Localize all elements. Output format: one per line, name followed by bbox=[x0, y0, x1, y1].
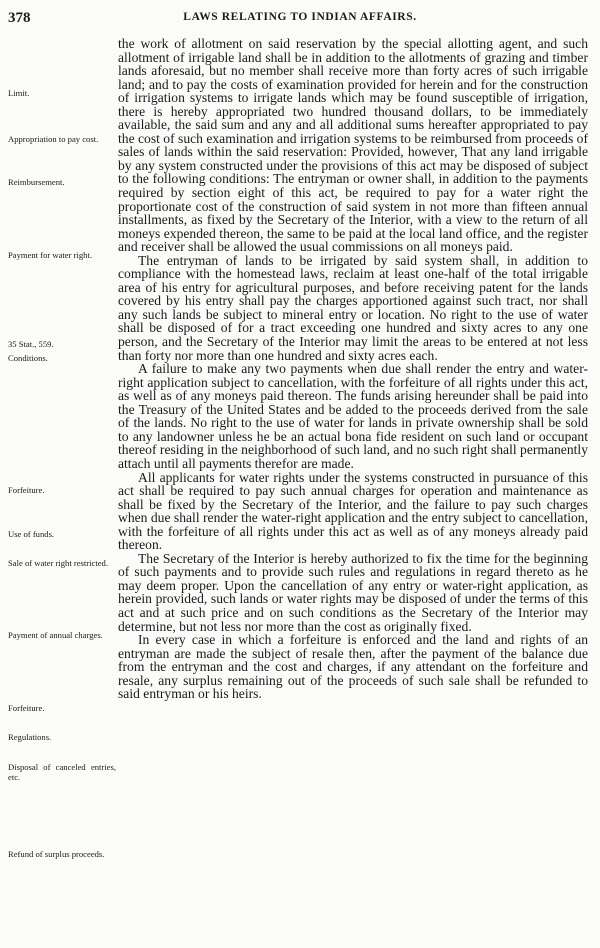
margin-note-reimbursement: Reimbursement. bbox=[8, 177, 65, 187]
margin-note-refund: Refund of surplus proceeds. bbox=[8, 849, 105, 859]
paragraph-conditions: The entryman of lands to be irrigated by said system shall, in addition to compliance with the homestead laws, reclaim at least one-half of the total irrigable area of his entry for agricultural purposes, and before receiving patent for the lands covered by his entry shall pay the charges apportioned against such tract, nor shall any such lands be subject to mineral entry or location. No right to the use of water shall be disposed of for a tract exceeding one hundred and sixty acres to any one person, and the Secretary of the Interior may limit the areas to be entered at not less than forty nor more than one hundred and sixty acres each. bbox=[118, 252, 588, 363]
page-header bbox=[8, 10, 592, 28]
margin-note-statute-citation: 35 Stat., 559. bbox=[8, 339, 54, 349]
margin-note-forfeiture-2: Forfeiture. bbox=[8, 703, 45, 713]
paragraph-regulations-disposal: The Secretary of the Interior is hereby authorized to fix the time for the beginning of such payments and to provide such rules and regulations in regard thereto as he may deem proper. Upon the cancellation of any entry or water-right application, as herein provided, such lands or water rights may be disposed of under the terms of this act and at such price and on such conditions as the Secretary of the Interior may determine, but not less nor more than the cost as originally fixed. bbox=[118, 550, 588, 634]
margin-note-sale-restricted: Sale of water right restricted. bbox=[8, 558, 108, 568]
margin-note-annual-charges: Payment of annual charges. bbox=[8, 630, 103, 640]
running-head: LAWS RELATING TO INDIAN AFFAIRS. bbox=[183, 11, 417, 23]
margin-note-use-of-funds: Use of funds. bbox=[8, 529, 55, 539]
paragraph-refund-surplus: In every case in which a forfeiture is enforced and the land and rights of an entryman are made the subject of resale then, after the payment of the balance due from the entryman and the cost and charges, if any attendant on the forfeiture and resale, any surplus remaining out of the proceeds of such sale shall be refunded to said entryman or his heirs. bbox=[118, 632, 588, 702]
paragraph-forfeiture-funds-sale: A failure to make any two payments when due shall render the entry and water-right application subject to cancellation, with the forfeiture of all rights under this act, as well as of any moneys paid thereon. The funds arising hereunder shall be paid into the Treasury of the United States and be added to the proceeds derived from the sale of the lands. No right to the use of water for lands in private ownership shall be sold to any landowner unless he be an actual bona fide resident on such land or occupant thereof residing in the neighborhood of such land, and no such right shall permanently attach until all payments therefor are made. bbox=[118, 361, 588, 471]
statute-text bbox=[118, 37, 588, 701]
paragraph-annual-charges: All applicants for water rights under the systems constructed in pursuance of this act shall be required to pay such annual charges for operation and maintenance as shall be fixed by the Secretary of the Interior, and the failure to pay such charges when due shall render the water-right application and the entry subject to cancellation, with the forfeiture of all rights under this act as well as of any moneys already paid thereon. bbox=[118, 469, 588, 553]
margin-note-appropriation: Appropriation to pay cost. bbox=[8, 134, 99, 144]
margin-note-limit: Limit. bbox=[8, 88, 30, 98]
margin-note-forfeiture: Forfeiture. bbox=[8, 485, 45, 495]
margin-note-payment-water-right: Payment for water right. bbox=[8, 250, 93, 260]
margin-note-conditions: Conditions. bbox=[8, 353, 48, 363]
page-number: 378 bbox=[8, 10, 31, 26]
margin-note-disposal: Disposal of canceled entries, etc. bbox=[8, 762, 116, 782]
margin-note-regulations: Regulations. bbox=[8, 732, 52, 742]
paragraph-irrigation-allotment: the work of allotment on said reservation by the special allotting agent, and such allotment of irrigable land shall be in addition to the allotments of grazing and timber lands aforesaid, but no member shall receive more than forty acres of such irrigable land; and to pay the costs of examination provided for herein and for the construction of irrigation systems to irrigate lands which may be found susceptible of irrigation, there is hereby appropriated two hundred thousand dollars, to be immediately available, the said sum and any and all additional sums hereafter appropriated to pay the cost of such examination and irrigation systems to be reimbursed from proceeds of sales of lands within the said reservation: Provided, however, That any land irrigable by any system constructed under the provisions of this act may be disposed of subject to the following conditions: The entryman or owner shall, in addition to the payments required by section eight of this act, be required to pay for a water right the proportionate cost of the construction of said system in not more than fifteen annual installments, as fixed by the Secretary of the Interior, with a view to the return of all moneys expended thereon, the same to be paid at the local land office, and the register and receiver shall be allowed the usual commissions on all moneys paid. bbox=[118, 36, 588, 255]
